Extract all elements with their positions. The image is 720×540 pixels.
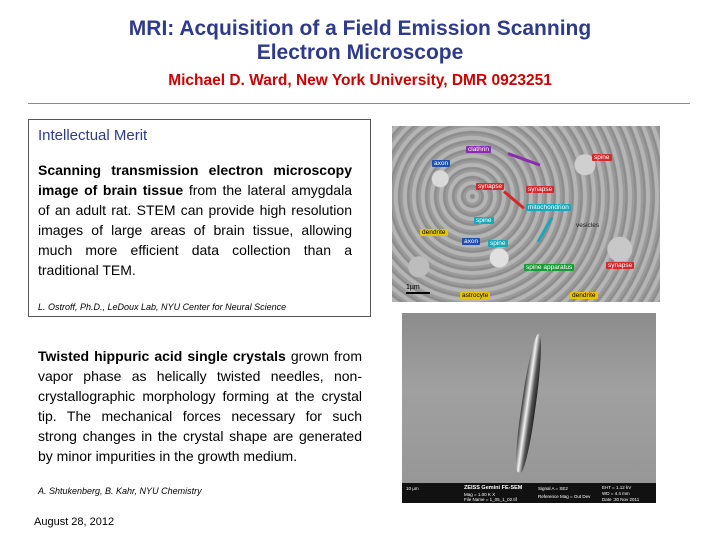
sem-file: File Name = 1_05_1_02.tif bbox=[464, 497, 517, 502]
brain-tissue-micrograph bbox=[392, 126, 660, 302]
twisted-crystal-needle bbox=[512, 333, 545, 474]
label-vesicles: vesicles bbox=[576, 222, 600, 229]
label-synapse-1: synapse bbox=[478, 183, 503, 190]
crystal-description bbox=[38, 346, 362, 466]
crystal-sem-image bbox=[402, 313, 656, 503]
stem-description bbox=[38, 160, 352, 280]
footer-date: August 28, 2012 bbox=[34, 516, 115, 528]
sem-signal: Signal A = SE2 bbox=[538, 486, 568, 491]
sem-date: Date :30 Nov 2011 bbox=[602, 497, 640, 502]
sem-wd: WD = 4.4 mm bbox=[602, 491, 630, 496]
label-astrocyte: astrocyte bbox=[462, 292, 489, 299]
label-synapse-2: synapse bbox=[528, 186, 553, 193]
sem-reference: Reference Mag = Out Dev bbox=[538, 494, 591, 499]
label-spine-2: spine bbox=[490, 240, 506, 247]
label-mitochondrion: mitochondrion bbox=[528, 204, 569, 211]
sem-brand: ZEISS Gemini FE-SEM bbox=[464, 485, 523, 491]
label-dendrite-right: dendrite bbox=[572, 292, 596, 299]
stem-description-bold: Scanning transmission electron microscopy image of brain tissue bbox=[38, 162, 352, 198]
sem-info-bar bbox=[402, 483, 656, 503]
slide-title bbox=[0, 17, 720, 65]
crystal-citation: A. Shtukenberg, B. Kahr, NYU Chemistry bbox=[38, 486, 202, 496]
label-spine-apparatus: spine apparatus bbox=[526, 264, 573, 271]
label-dendrite-left: dendrite bbox=[422, 229, 446, 236]
label-axon-mid: axon bbox=[464, 238, 479, 245]
micrograph-scale-label: 1µm bbox=[406, 284, 420, 291]
sem-mag: Mag = 1.00 K X bbox=[464, 492, 496, 497]
stem-description-text: from the lateral amygdala of an adult rat. STEM can provide high resolution images of large areas of brain tissue, allowing much more efficient data collection than a traditional TEM. bbox=[38, 182, 352, 278]
sem-scale-label: 10 µm bbox=[406, 486, 419, 491]
label-axon-top: axon bbox=[434, 160, 449, 167]
crystal-description-bold: Twisted hippuric acid single crystals bbox=[38, 348, 286, 364]
title-line-2: Electron Microscope bbox=[256, 41, 464, 64]
clathrin-arrow bbox=[507, 152, 540, 166]
stem-citation: L. Ostroff, Ph.D., LeDoux Lab, NYU Center for Neural Science bbox=[38, 302, 287, 312]
micrograph-scale-bar bbox=[406, 284, 430, 294]
label-synapse-3: synapse bbox=[608, 262, 633, 269]
scale-bar-line bbox=[406, 292, 430, 294]
section-heading: Intellectual Merit bbox=[38, 127, 148, 144]
mitochondrion-arrow bbox=[537, 217, 554, 243]
synapse-arrow bbox=[503, 190, 525, 209]
header-divider bbox=[28, 103, 690, 104]
slide-subtitle: Michael D. Ward, New York University, DMR 0923251 bbox=[168, 72, 552, 89]
title-line-1: MRI: Acquisition of a Field Emission Scanning bbox=[128, 17, 592, 40]
label-spine-top: spine bbox=[594, 154, 610, 161]
crystal-description-text: grown from vapor phase as helically twisted needles, non-crystallographic morphology forming at the crystal tip. The mechanical forces necessary for such strong changes in the crystal shape are generated by minor impurities in the growth medium. bbox=[38, 348, 362, 464]
label-spine-mid: spine bbox=[476, 217, 492, 224]
sem-eht: EHT = 1.12 kV bbox=[602, 485, 632, 490]
label-clathrin: clathrin bbox=[468, 146, 489, 153]
